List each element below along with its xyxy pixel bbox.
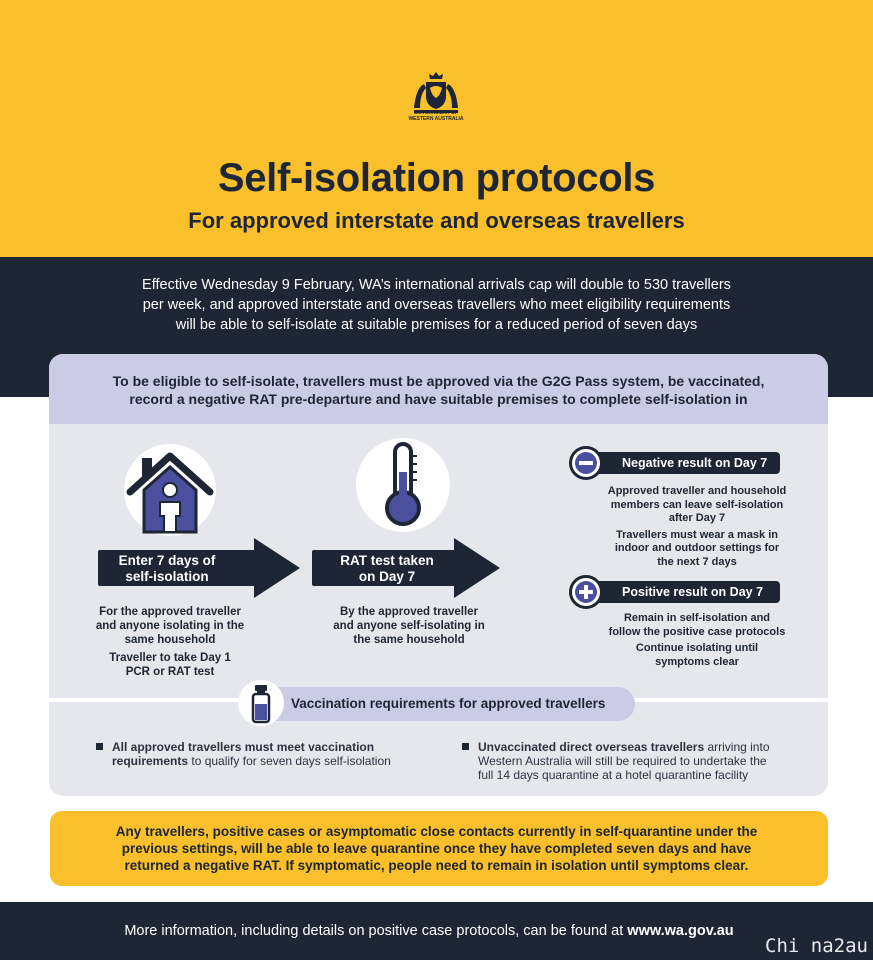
government-label: GOVERNMENT OF WESTERN AUSTRALIA <box>408 110 464 122</box>
thermometer-icon <box>356 438 450 532</box>
step2-label: RAT test taken on Day 7 <box>340 553 434 584</box>
step2-description: By the approved traveller and anyone self-isolating in the same household <box>333 606 485 646</box>
website-link[interactable]: www.wa.gov.au <box>627 923 734 939</box>
minus-icon <box>569 446 603 480</box>
vaccination-title: Vaccination requirements for approved travellers <box>291 696 606 711</box>
page-subtitle: For approved interstate and overseas travellers <box>188 208 685 233</box>
vaccination-point-right: Unvaccinated direct overseas travellers arriving into Western Australia will still be required to undertake the full 14 days quarantine at a hotel quarantine facility <box>478 740 770 782</box>
negative-result-description: Approved traveller and household members can leave self-isolation after Day 7 Travellers must wear a mask in indoor and outdoor settings for the next 7 days <box>607 485 787 568</box>
plus-icon <box>569 575 603 609</box>
notice-text: Any travellers, positive cases or asymptomatic close contacts currently in self-quarantine under the previous settings, will be able to leave quarantine once they have completed seven days and have returned a negative RAT. If symptomatic, people need to remain in isolation until symptoms clear. <box>115 824 758 873</box>
step1-label: Enter 7 days of self-isolation <box>118 553 216 584</box>
positive-result-description: Remain in self-isolation and follow the positive case protocols Continue isolating until symptoms clear <box>608 612 786 668</box>
house-person-icon <box>124 450 216 536</box>
footer-text: More information, including details on positive case protocols, can be found at www.wa.gov.au <box>124 923 734 939</box>
page-title: Self-isolation protocols <box>217 156 656 200</box>
negative-result-pill: Negative result on Day 7 <box>588 452 780 474</box>
vaccination-point-left: All approved travellers must meet vaccination requirements to qualify for seven days self-isolation <box>112 740 391 768</box>
bullet-left <box>96 743 103 750</box>
intro-text: Effective Wednesday 9 February, WA’s international arrivals cap will double to 530 travellers per week, and approved interstate and overseas travellers who meet eligibility requirements will be able to self-isolate at suitable premises for a reduced period of seven days <box>142 277 731 333</box>
bullet-right <box>462 743 469 750</box>
positive-result-pill: Positive result on Day 7 <box>588 581 780 603</box>
step1-description: For the approved traveller and anyone isolating in the same household Traveller to take Day 1 PCR or RAT test <box>95 606 245 678</box>
eligibility-text: To be eligible to self-isolate, travellers must be approved via the G2G Pass system, be vaccinated, record a negative RAT pre-departure and have suitable premises to complete self-isolation in <box>112 373 765 407</box>
watermark: Chi na2au <box>765 935 868 957</box>
vial-icon <box>248 684 274 724</box>
